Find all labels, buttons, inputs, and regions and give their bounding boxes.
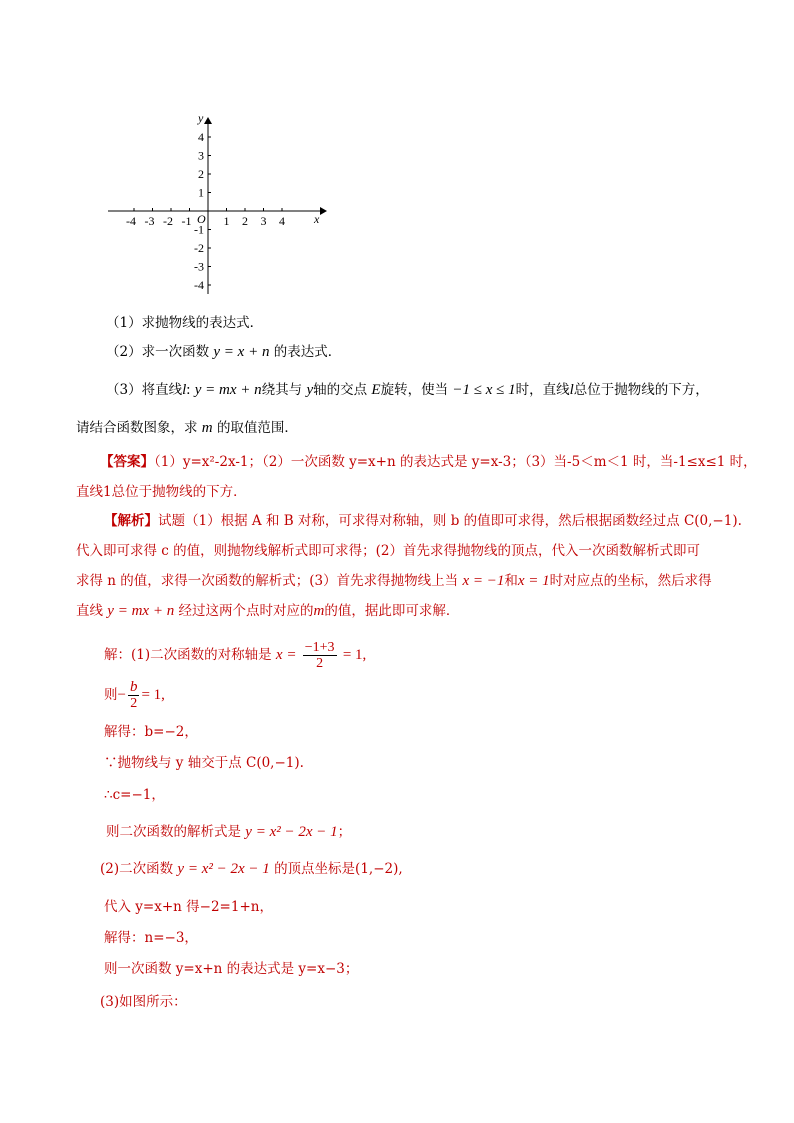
analysis-line-2: 代入即可求得 c 的值，则抛物线解析式即可求得；(2）首先求得抛物线的顶点，代入一次函数解析式即可 [76, 543, 700, 559]
fraction: $\frac{-1+3}{2}$ [304, 640, 335, 671]
analysis-tag: 【解析】 [104, 513, 158, 529]
x-tick-label: -1 [181, 214, 192, 228]
solution-step-7: (2)二次函数 y = x² − 2x − 1 的顶点坐标是(1,−2), [100, 861, 403, 877]
y-tick-label: -4 [194, 278, 204, 292]
solution-step-2: 则− $\frac{b}{2}$ = 1, [104, 679, 165, 711]
y-tick-label: -2 [194, 241, 204, 255]
x-tick-label: -4 [126, 214, 136, 228]
solution-step-4: ∵抛物线与 y 轴交于点 C(0,−1). [104, 755, 304, 771]
solution-step-9: 解得：n=−3， [104, 930, 198, 946]
y-tick-label: 4 [198, 130, 204, 144]
y-axis-label: y [198, 111, 204, 125]
solution-step-10: 则一次函数 y=x+n 的表达式是 y=x−3； [104, 961, 359, 977]
fraction: $\frac{b}{2}$ [129, 679, 138, 711]
x-tick-label: -2 [163, 214, 173, 228]
y-tick-label: -3 [194, 259, 204, 274]
question-3-line-2: 请结合函数图象，求 m 的取值范围． [76, 420, 298, 436]
y-tick-label: 3 [198, 148, 204, 163]
solution-step-11: (3)如图所示： [100, 994, 187, 1010]
y-tick-label: 2 [198, 167, 204, 181]
solution-step-5: ∴c=−1， [104, 787, 165, 803]
solution-step-3: 解得：b=−2， [104, 724, 198, 740]
x-tick-label: 4 [279, 214, 285, 228]
x-tick-label: 2 [242, 214, 248, 228]
analysis-line-1: 【解析】试题（1）根据 A 和 B 对称，可求得对称轴，则 b 的值即可求得，然后根据函数经过点 C(0,−1). [104, 513, 742, 529]
x-tick-label: 3 [260, 214, 267, 228]
solution-step-6: 则二次函数的解析式是 y = x² − 2x − 1； [106, 824, 352, 840]
y-tick-label: -1 [194, 222, 204, 237]
question-2: （2）求一次函数 y = x + n 的表达式． [106, 344, 342, 360]
x-axis-label: x [314, 212, 320, 226]
answer-line-2: 直线1总位于抛物线的下方． [76, 484, 247, 500]
answer-tag: 【答案】 [100, 454, 154, 470]
question-1: （1）求抛物线的表达式． [106, 315, 264, 331]
question-3: （3）将直线l: y = mx + n绕其与 y轴的交点 E旋转，使当 −1 ≤ x ≤ 1时，直线l总位于抛物线的下方， [106, 382, 709, 398]
y-tick-label: 1 [198, 185, 204, 200]
analysis-line-3: 求得 n 的值，求得一次函数的解析式；(3）首先求得抛物线上当 x = −1和x = 1时对应点的坐标，然后求得 [76, 573, 712, 589]
origin-label: O [197, 212, 206, 226]
answer-line-1: 【答案】（1）y=x²-2x-1；（2）一次函数 y=x+n 的表达式是 y=x-3；（3）当-5＜m＜1 时，当-1≤x≤1 时， [100, 454, 757, 470]
solution-step-1: 解：(1)二次函数的对称轴是 x = $\frac{-1+3}{2}$ = 1, [104, 640, 367, 671]
x-tick-label: -3 [144, 214, 155, 228]
x-tick-label: 1 [223, 214, 230, 228]
analysis-line-4: 直线 y = mx + n 经过这两个点时对应的m的值，据此即可求解． [76, 603, 460, 619]
solution-step-8: 代入 y=x+n 得−2=1+n， [104, 899, 273, 915]
coordinate-graph [100, 108, 340, 308]
